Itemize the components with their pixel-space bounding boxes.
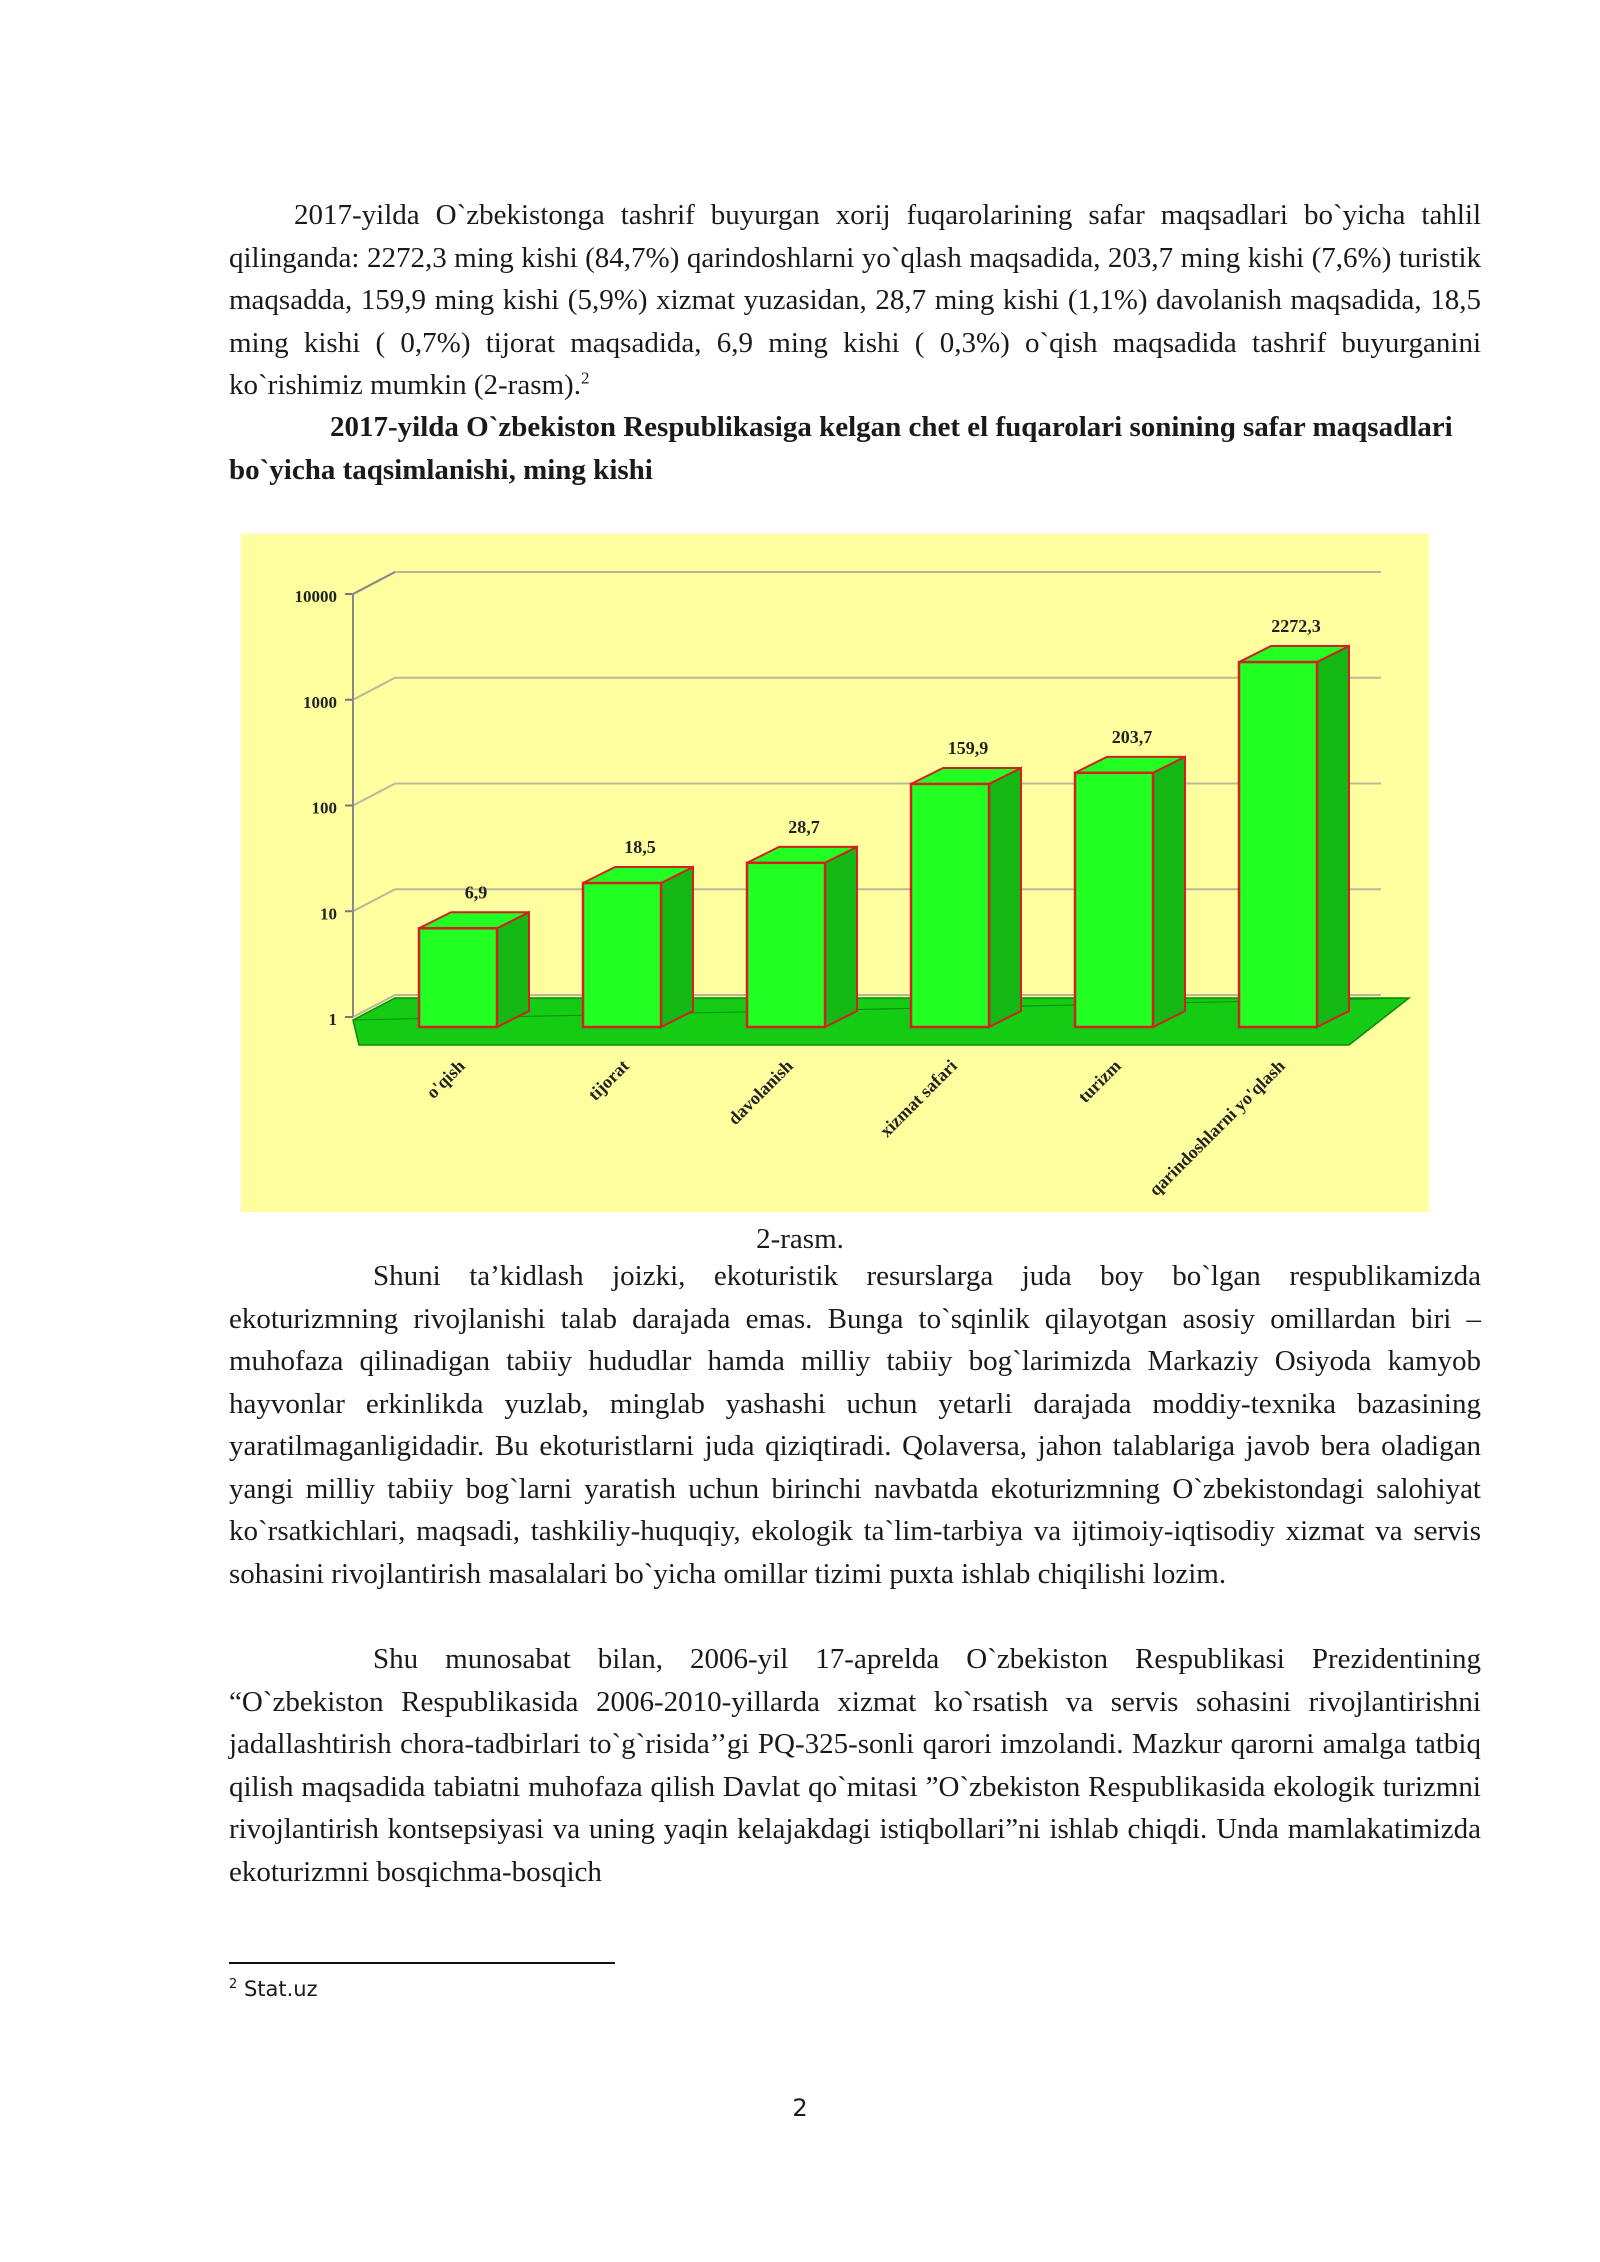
figure-title-line2: bo`yicha taqsimlanishi, ming kishi xyxy=(229,453,653,486)
paragraph-2: Shuni ta’kidlash joizki, ekoturistik resurslarga juda boy bo`lgan respublikamizda ekoturizmning rivojlanishi talab darajada emas. Bunga to`sqinlik qilayotgan asosiy omillardan biri – muhofaza qilinadigan tabiiy hududlar hamda milliy tabiiy bog`larimizda Markaziy Osiyoda kamyob hayvonlar erkinlikda yuzlab, minglab yashashi uchun yetarli darajada moddiy-texnika bazasining yaratilmaganligidadir. Bu ekoturistlarni juda qiziqtiradi. Qolaversa, jahon talablariga javob bera oladigan yangi milliy tabiiy bog`larni yaratish uchun birinchi navbatda ekoturizmning O`zbekistondagi salohiyat ko`rsatkichlari, maqsadi, tashkiliy-huquqiy, ekologik ta`lim-tarbiya va ijtimoiy-iqtisodiy xizmat va servis sohasini rivojlantirish masalalari bo`yicha omillar tizimi puxta ishlab chiqilishi lozim. xyxy=(229,1260,1481,1590)
paragraph-1-text: 2017-yilda O`zbekistonga tashrif buyurgan xorij fuqarolarining safar maqsadlari bo`yicha tahlil qilinganda: 2272,3 ming kishi (84,7%) qarindoshlarni yo`qlash maqsadida, 203,7 ming kishi (7,6%) turistik maqsadda, 159,9 ming kishi (5,9%) xizmat yuzasidan, 28,7 ming kishi (1,1%) davolanish maqsadida, 18,5 ming kishi ( 0,7%) tijorat maqsadida, 6,9 ming kishi ( 0,3%) o`qish maqsadida tashrif buyurganini ko`rishimiz mumkin (2-rasm). xyxy=(229,199,1481,401)
bar-side xyxy=(497,912,529,1027)
paragraph-1 xyxy=(229,194,1481,407)
chart-svg xyxy=(241,534,1429,1212)
y-tick-label: 1000 xyxy=(303,692,337,712)
data-label: 159,9 xyxy=(947,737,989,758)
page-number: 2 xyxy=(792,2094,808,2122)
gridline-depth xyxy=(353,889,395,911)
bar xyxy=(583,883,661,1027)
paragraph-1-block xyxy=(229,194,1481,407)
data-label: 28,7 xyxy=(788,816,820,837)
y-tick-label: 1 xyxy=(328,1010,337,1029)
footnote-ref: 2 xyxy=(580,368,590,388)
bar xyxy=(1075,773,1153,1027)
data-label: 18,5 xyxy=(624,836,656,857)
paragraph-3: Shu munosabat bilan, 2006-yil 17-aprelda O`zbekiston Respublikasi Prezidentining “O`zbekiston Respublikasida 2006-2010-yillarda xizmat ko`rsatish va servis sohasini rivojlantirishni jadallashtirish chora-tadbirlari to`g`risida’’gi PQ-325-sonli qarori imzolandi. Mazkur qarorni amalga tatbiq qilish maqsadida tabiatni muhofaza qilish Davlat qo`mitasi ”O`zbekiston Respublikasida ekologik turizmni rivojlantirish kontsepsiyasi va uning yaqin kelajakdagi istiqbollari”ni ishlab chiqdi. Unda mamlakatimizda ekoturizmni bosqichma-bosqich xyxy=(229,1643,1481,1888)
y-tick-label: 10 xyxy=(320,904,337,924)
figure-title-block xyxy=(229,406,1481,491)
footnote xyxy=(229,1977,318,2001)
data-label: 2272,3 xyxy=(1271,616,1321,637)
x-tick-label: turizm xyxy=(1073,1055,1125,1107)
x-tick-label: xizmat safari xyxy=(875,1055,961,1141)
gridline-depth xyxy=(353,678,395,700)
bar-side xyxy=(989,768,1021,1027)
footnote-number: 2 xyxy=(229,1977,238,1992)
paragraph-3-block xyxy=(229,1638,1481,1893)
bar xyxy=(419,928,497,1027)
figure-caption: 2-rasm. xyxy=(756,1223,844,1255)
bar-side xyxy=(1153,757,1185,1027)
x-tick-label: qarindoshlarni yo'qlash xyxy=(1144,1055,1289,1200)
x-tick-label: davolanish xyxy=(723,1055,797,1129)
bar-side xyxy=(825,847,857,1027)
x-tick-label: tijorat xyxy=(584,1055,633,1105)
bar xyxy=(1239,662,1317,1027)
chart xyxy=(241,534,1429,1212)
y-axis-depth xyxy=(353,572,395,594)
bar xyxy=(747,863,825,1027)
gridline-depth xyxy=(353,784,395,806)
footnote-text: Stat.uz xyxy=(243,1977,318,2001)
bar-side xyxy=(1317,646,1349,1027)
y-tick-label: 100 xyxy=(311,798,337,818)
x-tick-label: o'qish xyxy=(422,1055,469,1103)
y-tick-label: 10000 xyxy=(294,587,337,606)
figure-title-line1: 2017-yilda O`zbekiston Respublikasiga kelgan chet el fuqarolari sonininɡ safar maqsadlari xyxy=(330,411,1453,443)
paragraph-2-block xyxy=(229,1255,1481,1595)
bar xyxy=(911,784,989,1027)
data-label: 203,7 xyxy=(1111,726,1153,747)
data-label: 6,9 xyxy=(464,882,488,903)
bar-side xyxy=(661,867,693,1027)
footnote-separator xyxy=(229,1962,615,1964)
